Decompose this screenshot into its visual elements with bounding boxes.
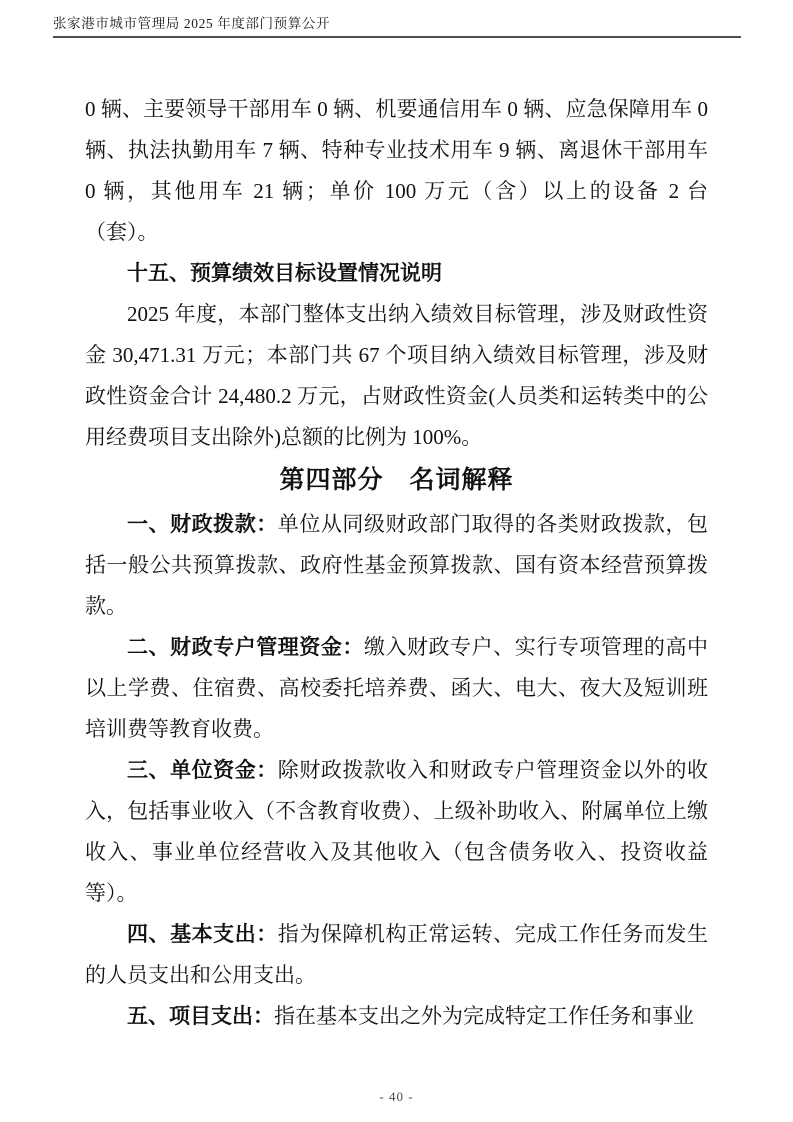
term-paragraph-special-account-funds <box>85 627 708 750</box>
term-label: 二、财政专户管理资金： <box>127 635 364 659</box>
term-definition: 缴入财政专户、实行专项管理的高中以上学费、住宿费、高校委托培养费、函大、电大、夜大及短训班培训费等教育收费。 <box>85 635 709 741</box>
term-label: 四、基本支出： <box>127 922 278 946</box>
term-label: 三、单位资金： <box>127 758 278 782</box>
section-15-paragraph: 2025 年度，本部门整体支出纳入绩效目标管理，涉及财政性资金 30,471.31 万元；本部门共 67 个项目纳入绩效目标管理，涉及财政性资金合计 24,480.2 万元，占财政性资金(人员类和运转类中的公用经费项目支出除外)总额的比例为 100%。 <box>85 302 708 449</box>
section-15-heading: 十五、预算绩效目标设置情况说明 <box>127 261 442 285</box>
term-label: 五、项目支出： <box>127 1004 274 1028</box>
term-definition: 单位从同级财政部门取得的各类财政拨款，包括一般公共预算拨款、政府性基金预算拨款、国有资本经营预算拨款。 <box>85 512 709 618</box>
term-paragraph-fiscal-appropriation <box>85 504 708 627</box>
page-header <box>53 12 741 38</box>
document-body <box>85 89 708 1037</box>
part-4-heading: 第四部分 名词解释 <box>279 467 514 494</box>
page-number: - 40 - <box>379 1089 414 1104</box>
term-label: 一、财政拨款： <box>127 512 278 536</box>
term-definition: 指为保障机构正常运转、完成工作任务而发生的人员支出和公用支出。 <box>85 922 709 987</box>
term-paragraph-project-expenditure <box>85 996 708 1037</box>
term-paragraph-unit-funds <box>85 750 708 914</box>
page-footer <box>0 1089 793 1105</box>
header-title: 张家港市城市管理局 2025 年度部门预算公开 <box>53 16 331 31</box>
term-definition: 指在基本支出之外为完成特定工作任务和事业 <box>274 1004 694 1028</box>
vehicles-carryover-paragraph: 0 辆、主要领导干部用车 0 辆、机要通信用车 0 辆、应急保障用车 0 辆、执法执勤用车 7 辆、特种专业技术用车 9 辆、离退休干部用车 0 辆，其他用车 21 辆；单价 100 万元（含）以上的设备 2 台（套）。 <box>85 97 708 244</box>
term-paragraph-basic-expenditure <box>85 914 708 996</box>
term-definition: 除财政拨款收入和财政专户管理资金以外的收入，包括事业收入（不含教育收费）、上级补助收入、附属单位上缴收入、事业单位经营收入及其他收入（包含债务收入、投资收益等）。 <box>85 758 709 905</box>
